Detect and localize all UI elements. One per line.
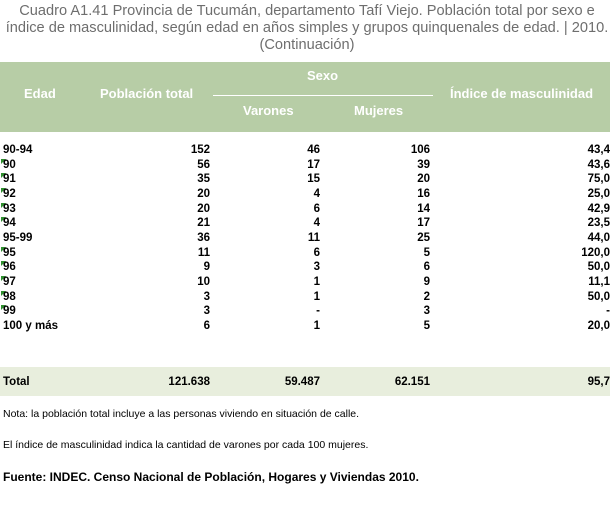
table-row [0, 231, 610, 245]
cell-mujeres: 17 [417, 217, 430, 230]
cell-poblacion-total: 9 [203, 261, 210, 274]
total-mujeres: 62.151 [394, 376, 430, 388]
header-sexo: Sexo [307, 68, 339, 83]
cell-edad: 99 [3, 305, 16, 318]
cell-mujeres: 39 [417, 158, 430, 171]
cell-varones: 4 [313, 217, 320, 230]
table-row [0, 172, 610, 186]
cell-indice: 11,1 [588, 275, 610, 288]
cell-mujeres: 16 [417, 187, 430, 200]
total-indice: 95,7 [587, 376, 610, 388]
cell-edad: 92 [3, 187, 16, 200]
cell-indice: 43,4 [587, 144, 610, 156]
note-calle: Nota: la población total incluye a las personas viviendo en situación de calle. [3, 408, 360, 420]
table-row [0, 290, 610, 304]
cell-mujeres: 25 [417, 231, 430, 244]
header-poblacion-total: Población total [100, 86, 194, 101]
cell-indice: 120,0 [581, 246, 610, 259]
total-poblacion: 121.638 [168, 376, 210, 388]
title-line-3: (Continuación) [259, 37, 355, 53]
header-edad: Edad [24, 86, 56, 101]
total-label: Total [3, 376, 30, 388]
table-row [0, 158, 610, 172]
cell-varones: 11 [307, 231, 320, 244]
cell-varones: 6 [313, 246, 320, 259]
cell-edad: 93 [3, 202, 16, 215]
cell-varones: - [316, 305, 320, 318]
note-indice: El índice de masculinidad indica la cantidad de varones por cada 100 mujeres. [3, 439, 369, 451]
cell-poblacion-total: 20 [197, 187, 210, 200]
cell-indice: - [606, 305, 610, 318]
cell-indice: 50,0 [587, 261, 610, 274]
cell-poblacion-total: 152 [190, 144, 210, 156]
header-sexo-divider [213, 95, 433, 96]
cell-poblacion-total: 21 [197, 217, 210, 230]
cell-poblacion-total: 36 [197, 231, 210, 244]
cell-poblacion-total: 10 [197, 275, 210, 288]
cell-mujeres: 14 [417, 202, 430, 215]
cell-mujeres: 2 [423, 290, 430, 303]
cell-mujeres: 106 [410, 144, 430, 156]
table-header [0, 62, 610, 132]
cell-indice: 50,0 [587, 290, 610, 303]
title-line-1: Cuadro A1.41 Provincia de Tucumán, departamento Tafí Viejo. Población total por sexo e [19, 3, 595, 19]
cell-edad: 95-99 [3, 231, 33, 244]
cell-poblacion-total: 11 [197, 246, 210, 259]
cell-edad: 95 [3, 246, 16, 259]
cell-mujeres: 5 [423, 319, 430, 332]
cell-varones: 6 [313, 202, 320, 215]
total-row [0, 367, 610, 396]
cell-varones: 46 [307, 144, 320, 156]
cell-mujeres: 20 [417, 173, 430, 186]
cell-edad: 98 [3, 290, 16, 303]
cell-indice: 25,0 [587, 187, 610, 200]
header-mujeres: Mujeres [354, 103, 404, 118]
table-row [0, 246, 610, 260]
table-row [0, 275, 610, 289]
cell-varones: 17 [307, 158, 320, 171]
cell-edad: 100 y más [3, 319, 58, 332]
table-row [0, 202, 610, 216]
cell-poblacion-total: 20 [197, 202, 210, 215]
cell-poblacion-total: 35 [197, 173, 210, 186]
cell-varones: 1 [313, 275, 320, 288]
cell-indice: 42,9 [587, 202, 610, 215]
cell-indice: 23,5 [587, 217, 610, 230]
cell-edad: 91 [3, 173, 16, 186]
header-indice-masculinidad: Índice de masculinidad [450, 86, 594, 101]
cell-varones: 4 [313, 187, 320, 200]
cell-poblacion-total: 3 [203, 305, 210, 318]
cell-edad: 94 [3, 217, 16, 230]
table-row [0, 143, 610, 157]
table-row [0, 187, 610, 201]
cell-indice: 43,6 [587, 158, 610, 171]
cell-varones: 3 [313, 261, 320, 274]
cell-indice: 75,0 [587, 173, 610, 186]
cell-indice: 44,0 [587, 231, 610, 244]
table-title [0, 3, 614, 54]
cell-poblacion-total: 6 [203, 319, 210, 332]
cell-poblacion-total: 56 [197, 158, 210, 171]
cell-edad: 90-94 [3, 144, 33, 156]
table-row [0, 319, 610, 333]
cell-varones: 1 [313, 319, 320, 332]
cell-edad: 90 [3, 158, 16, 171]
cell-varones: 1 [313, 290, 320, 303]
cell-poblacion-total: 3 [203, 290, 210, 303]
title-line-2: índice de masculinidad, según edad en años simples y grupos quinquenales de edad. | 2010. [5, 20, 609, 36]
total-row-values [0, 375, 610, 389]
cell-mujeres: 5 [423, 246, 430, 259]
cell-varones: 15 [307, 173, 320, 186]
cell-mujeres: 9 [423, 275, 430, 288]
cell-indice: 20,0 [587, 319, 610, 332]
table-row [0, 260, 610, 274]
header-varones: Varones [243, 103, 294, 118]
cell-mujeres: 6 [423, 261, 430, 274]
table-row [0, 216, 610, 230]
source-line: Fuente: INDEC. Censo Nacional de Población, Hogares y Viviendas 2010. [3, 470, 419, 484]
cell-edad: 97 [3, 275, 16, 288]
cell-mujeres: 3 [423, 305, 430, 318]
table-row [0, 304, 610, 318]
total-varones: 59.487 [284, 376, 320, 388]
cell-edad: 96 [3, 261, 16, 274]
